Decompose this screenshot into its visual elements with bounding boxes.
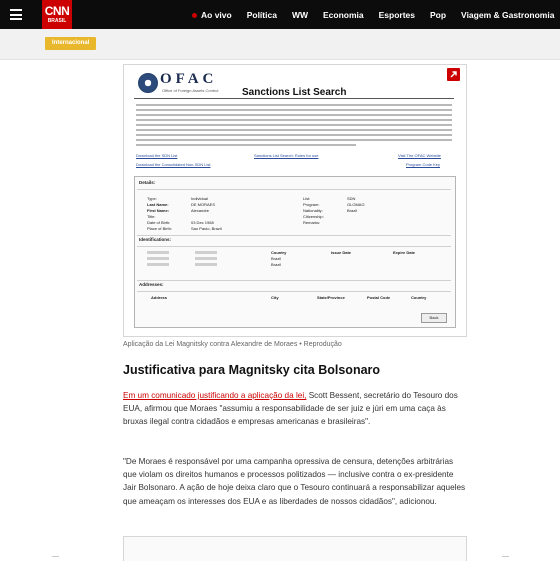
section-divider [137,189,451,190]
last-name-value: DE MORAES [191,202,216,207]
back-button[interactable]: Back [421,313,447,323]
ofac-subtitle: Office of Foreign Assets Control [162,88,219,93]
redacted-id-number [195,257,217,260]
section-divider [137,291,451,292]
addr-col-country: Country [411,295,427,300]
addr-col-state: State/Province [317,295,345,300]
logo-subtext: BRASIL [47,18,67,24]
citizenship-label: Citizenship: [303,214,324,219]
link-download-non-sdn[interactable]: Download the Consolidated Non-SDN List [136,162,211,167]
program-label: Program: [303,202,320,207]
first-name-value: Alexandre [191,208,210,213]
redacted-id-type [147,257,169,260]
intro-text-line [136,109,452,111]
addr-col-address: Address [151,295,168,300]
hamburger-menu-icon[interactable] [10,9,22,20]
intro-text-line [136,134,452,136]
intro-text-line [136,124,452,126]
intro-text-line [136,139,452,141]
id-country-2: Brazil [271,262,282,267]
remarks-label: Remarks: [303,220,321,225]
category-band [0,29,560,60]
identifications-heading: Identifications: [139,237,172,242]
ofac-logo-text: OFAC [160,71,218,87]
article-paragraph-2: "De Moraes é responsável por uma campanha opressiva de censura, detenções arbitrárias que violam os direitos humanos e processos politizados — inclusive contra o ex-presidente Jair Bolsonaro. A ação de hoje deixa claro que o Tesouro continuará a responsabilizar aqueles que ameaçam os interesses dos EUA e as liberdades de nossos cidadãos", adicionou. [123,457,466,506]
link-program-code-key[interactable]: Program Code Key [406,162,441,167]
article-image [123,64,467,337]
redacted-id-number [195,251,217,254]
pob-label: Place of Birth: [147,226,172,231]
nav-item-viagem[interactable]: Viagem & Gastronomia [461,9,555,20]
live-dot-icon [192,13,197,18]
next-embed-box [123,536,467,561]
program-value: GLOMAG [347,202,365,207]
paragraph-1-text: Scott Bessent, secretário do Tesouro dos EUA, afirmou que Moraes "assumiu a responsabilidade de ser juiz e júri em uma caça às bruxas ilegal contra cidadãos e empresas americanas e brasileiras". [123,391,458,427]
redacted-id-type [147,263,169,266]
pob-value: Sao Paulo, Brazil [191,226,222,231]
intro-text-line [136,114,452,116]
intro-text-line [136,104,452,106]
expand-image-button[interactable] [447,68,460,81]
id-col-expire-date: Expire Date [393,250,416,255]
header-divider [134,98,454,99]
nav-item-esportes[interactable]: Esportes [378,9,415,20]
section-heading: Justificativa para Magnitsky cita Bolsonaro [123,363,381,377]
title-label: Title: [147,214,156,219]
divider-dash [52,556,59,557]
logo-text: CNN [44,4,70,18]
details-heading: Details: [139,180,156,185]
section-divider [137,235,451,236]
link-ofac-website[interactable]: Visit The OFAC Website [398,153,441,158]
intro-text-line [136,119,452,121]
first-name-label: First Name: [147,208,170,213]
article-paragraph-1 [123,389,468,429]
addr-col-postal: Postal Code [367,295,391,300]
nav-menu [192,0,554,29]
image-caption: Aplicação da Lei Magnitsky contra Alexandre de Moraes • Reprodução [123,341,342,348]
addresses-heading: Addresses: [139,282,164,287]
divider-dash [502,556,509,557]
nav-item-ao-vivo[interactable]: Ao vivo [192,10,232,20]
redacted-id-number [195,263,217,266]
details-panel [134,176,456,328]
statement-link[interactable]: Em um comunicado justificando a aplicação da lei, [123,391,307,400]
id-col-issue-date: Issue Date [331,250,352,255]
addr-col-city: City [271,295,279,300]
nationality-value: Brazil [347,208,358,213]
cnn-brasil-logo[interactable] [42,0,72,29]
dob-label: Date of Birth: [147,220,171,225]
top-nav [0,0,560,29]
list-value: SDN [347,196,356,201]
list-label: List: [303,196,311,201]
last-name-label: Last Name: [147,202,169,207]
type-label: Type: [147,196,157,201]
section-divider [137,246,451,247]
intro-text-line [136,144,356,146]
type-value: Individual [191,196,208,201]
link-rules-for-use[interactable]: Sanctions List Search: Rules for use [254,153,319,158]
category-badge[interactable]: Internacional [45,37,96,50]
nav-item-ww[interactable]: WW [291,9,308,20]
section-divider [137,280,451,281]
treasury-seal-icon [138,73,158,93]
arrow-expand-icon [447,68,460,81]
dob-value: 03 Dec 1968 [191,220,214,225]
id-country-1: Brazil [271,256,282,261]
nav-item-politica[interactable]: Política [246,9,277,20]
link-download-sdn[interactable]: Download the SDN List [136,153,178,158]
nationality-label: Nationality: [303,208,323,213]
nav-item-pop[interactable]: Pop [429,9,447,20]
id-col-country: Country [271,250,287,255]
nav-item-economia[interactable]: Economia [322,9,364,20]
intro-text-line [136,129,452,131]
redacted-id-type [147,251,169,254]
sanctions-search-title: Sanctions List Search [242,87,347,98]
